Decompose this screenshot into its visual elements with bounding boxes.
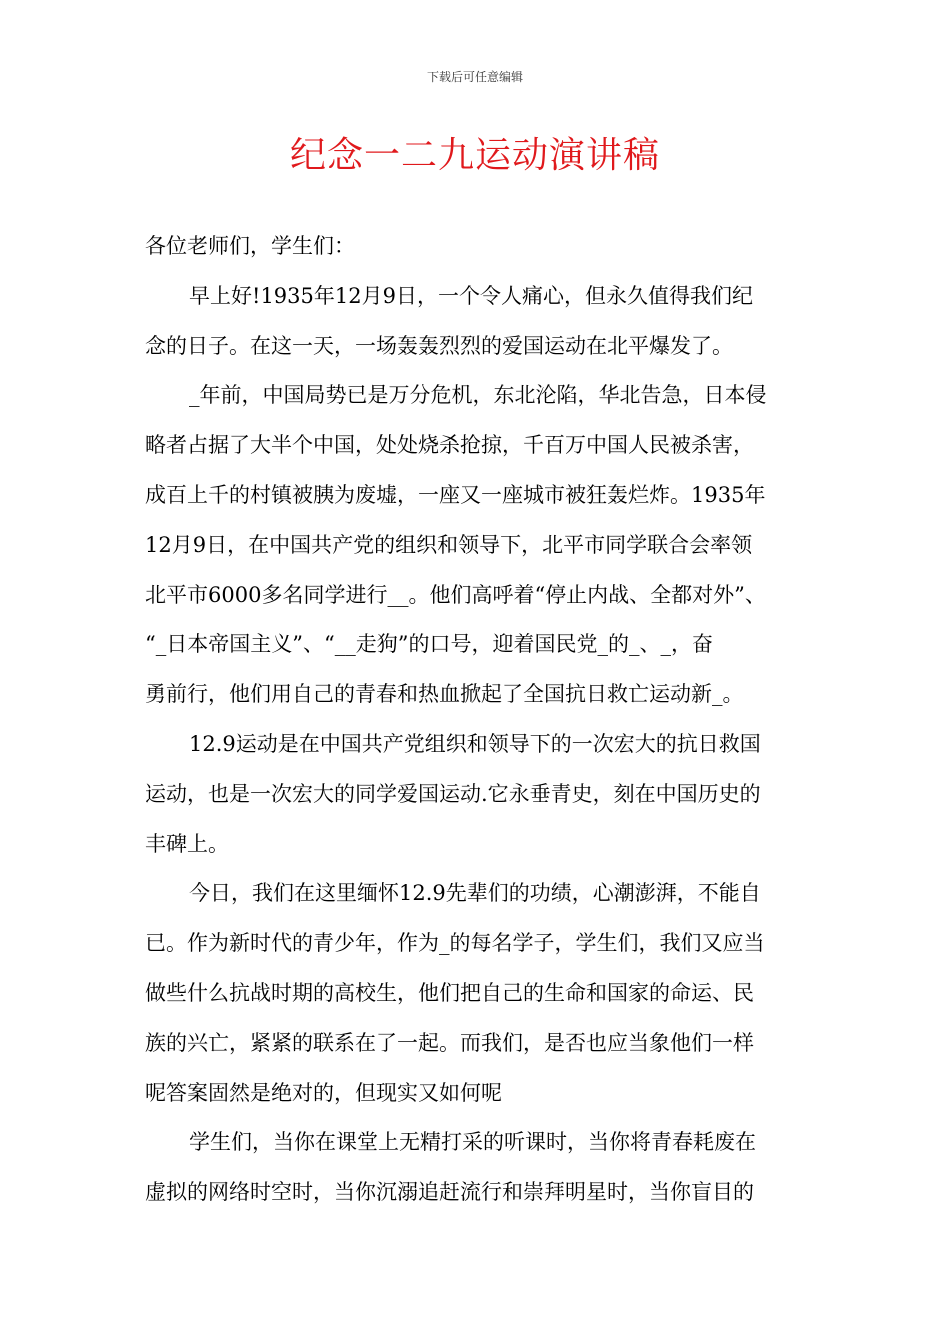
body-line: 北平市6000多名同学进行__。他们高呼着“停止内战、全都对外”、 xyxy=(145,582,766,607)
body-line: 念的日子。在这一天，一场轰轰烈烈的爱国运动在北平爆发了。 xyxy=(145,333,733,358)
body-line: 学生们，当你在课堂上无精打采的听课时，当你将青春耗废在 xyxy=(189,1130,756,1155)
body-line: 族的兴亡，紧紧的联系在了一起。而我们，是否也应当象他们一样 xyxy=(145,1030,754,1055)
body-line: 运动，也是一次宏大的同学爱国运动.它永垂青史，刻在中国历史的 xyxy=(145,781,761,806)
body-line: 今日，我们在这里缅怀12.9先辈们的功绩，心潮澎湃，不能自 xyxy=(189,881,761,906)
body-line: _年前，中国局势已是万分危机，东北沦陷，华北告急，日本侵 xyxy=(189,383,767,408)
body-line: 呢答案固然是绝对的，但现实又如何呢 xyxy=(145,1080,502,1105)
body-line: 做些什么抗战时期的高校生，他们把自己的生命和国家的命运、民 xyxy=(145,980,754,1005)
body-line: 略者占据了大半个中国，处处烧杀抢掠，千百万中国人民被杀害， xyxy=(145,433,754,458)
body-line: 12月9日，在中国共产党的组织和领导下，北平市同学联合会率领 xyxy=(145,532,753,557)
body-line: 虚拟的网络时空时，当你沉溺追赶流行和崇拜明星时，当你盲目的 xyxy=(145,1180,754,1205)
salutation-line: 各位老师们，学生们： xyxy=(145,234,355,258)
body-line: 12.9运动是在中国共产党组织和领导下的一次宏大的抗日救国 xyxy=(189,731,761,756)
document-body xyxy=(145,222,815,1218)
body-line: 早上好!1935年12月9日，一个令人痛心，但永久值得我们纪 xyxy=(189,283,753,308)
document-title: 纪念一二九运动演讲稿 xyxy=(289,135,660,176)
body-line: 勇前行，他们用自己的青春和热血掀起了全国抗日救亡运动新_。 xyxy=(145,682,744,707)
body-line: 成百上千的村镇被胰为废墟，一座又一座城市被狂轰烂炸。1935年 xyxy=(145,482,766,507)
body-line: 已。作为新时代的青少年，作为_的每名学子，学生们，我们又应当 xyxy=(145,931,765,956)
body-line: 丰碑上。 xyxy=(145,831,229,856)
body-line: “_日本帝国主义”、“__走狗”的口号，迎着国民党_的_、_，奋 xyxy=(145,632,713,657)
header-note: 下载后可任意编辑 xyxy=(426,70,523,84)
